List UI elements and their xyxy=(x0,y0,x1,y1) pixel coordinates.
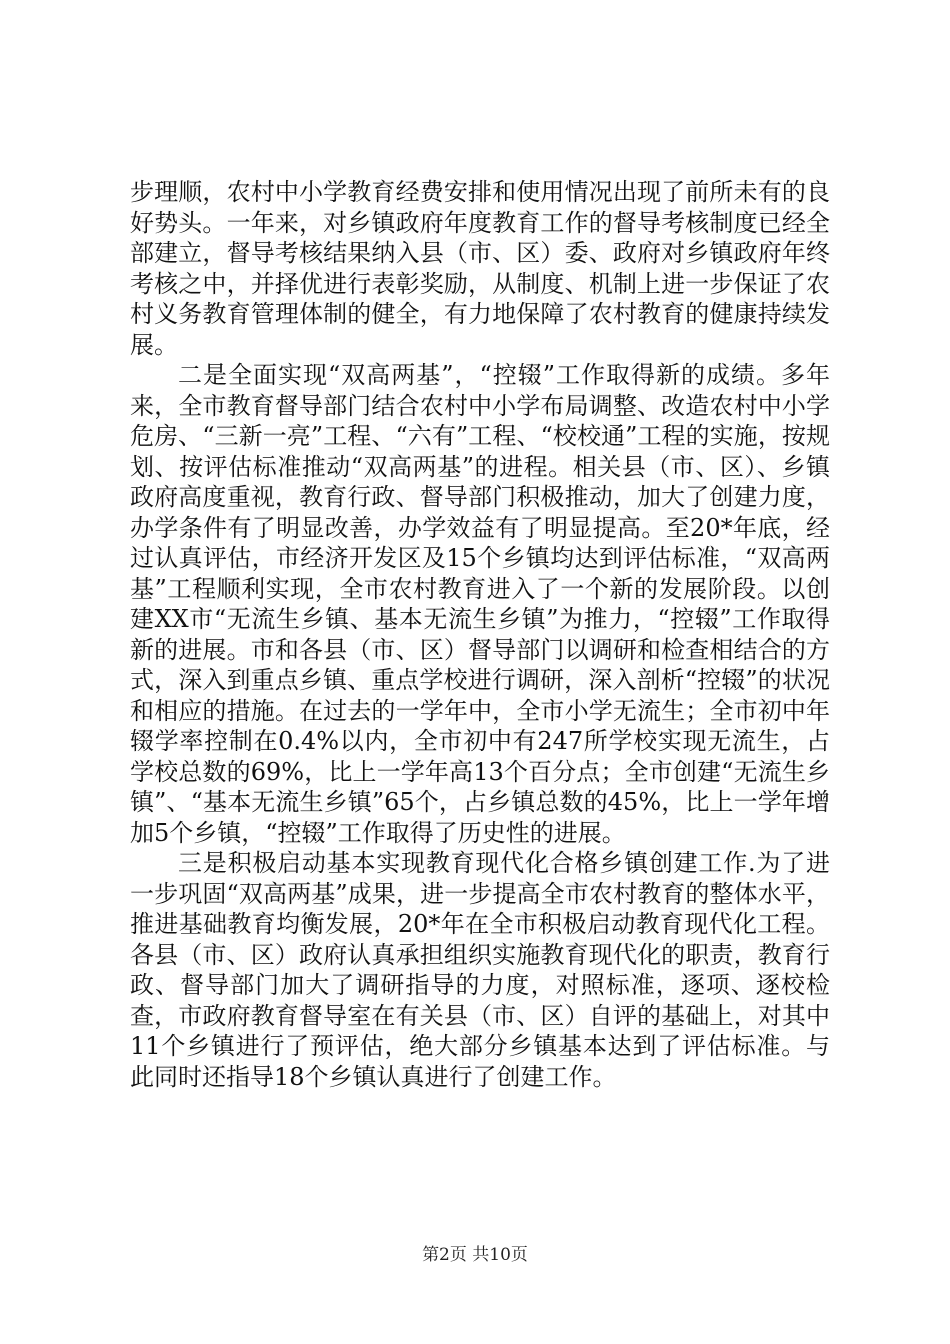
page-number-footer: 第2页 共10页 xyxy=(422,1245,528,1265)
paragraph-2: 二是全面实现“双高两基”，“控辍”工作取得新的成绩。多年来，全市教育督导部门结合农村中小学布局调整、改造农村中小学危房、“三新一亮”工程、“六有”工程、“校校通”工程的实施，按规划、按评估标准推动“双高两基”的进程。相关县（市、区）、乡镇政府高度重视，教育行政、督导部门积极推动，加大了创建力度，办学条件有了明显改善，办学效益有了明显提高。至20*年底，经过认真评估，市经济开发区及15个乡镇均达到评估标准，“双高两基”工程顺利实现，全市农村教育进入了一个新的发展阶段。以创建XX市“无流生乡镇、基本无流生乡镇”为推力，“控辍”工作取得新的进展。市和各县（市、区）督导部门以调研和检查相结合的方式，深入到重点乡镇、重点学校进行调研，深入剖析“控辍”的状况和相应的措施。在过去的一学年中，全市小学无流生；全市初中年辍学率控制在0.4%以内，全市初中有247所学校实现无流生，占学校总数的69%，比上一学年高13个百分点；全市创建“无流生乡镇”、“基本无流生乡镇”65个，占乡镇总数的45%，比上一学年增加5个乡镇，“控辍”工作取得了历史性的进展。 xyxy=(130,361,830,847)
paragraph-3: 三是积极启动基本实现教育现代化合格乡镇创建工作.为了进一步巩固“双高两基”成果，进一步提高全市农村教育的整体水平，推进基础教育均衡发展，20*年在全市积极启动教育现代化工程。各县（市、区）政府认真承担组织实施教育现代化的职责，教育行政、督导部门加大了调研指导的力度，对照标准，逐项、逐校检查，市政府教育督导室在有关县（市、区）自评的基础上，对其中11个乡镇进行了预评估，绝大部分乡镇基本达到了评估标准。与此同时还指导18个乡镇认真进行了创建工作。 xyxy=(130,849,830,1091)
paragraph-1: 步理顺，农村中小学教育经费安排和使用情况出现了前所未有的良好势头。一年来，对乡镇政府年度教育工作的督导考核制度已经全部建立，督导考核结果纳入县（市、区）委、政府对乡镇政府年终考核之中，并择优进行表彰奖励，从制度、机制上进一步保证了农村义务教育管理体制的健全，有力地保障了农村教育的健康持续发展。 xyxy=(130,178,830,359)
document-body xyxy=(130,177,830,1092)
